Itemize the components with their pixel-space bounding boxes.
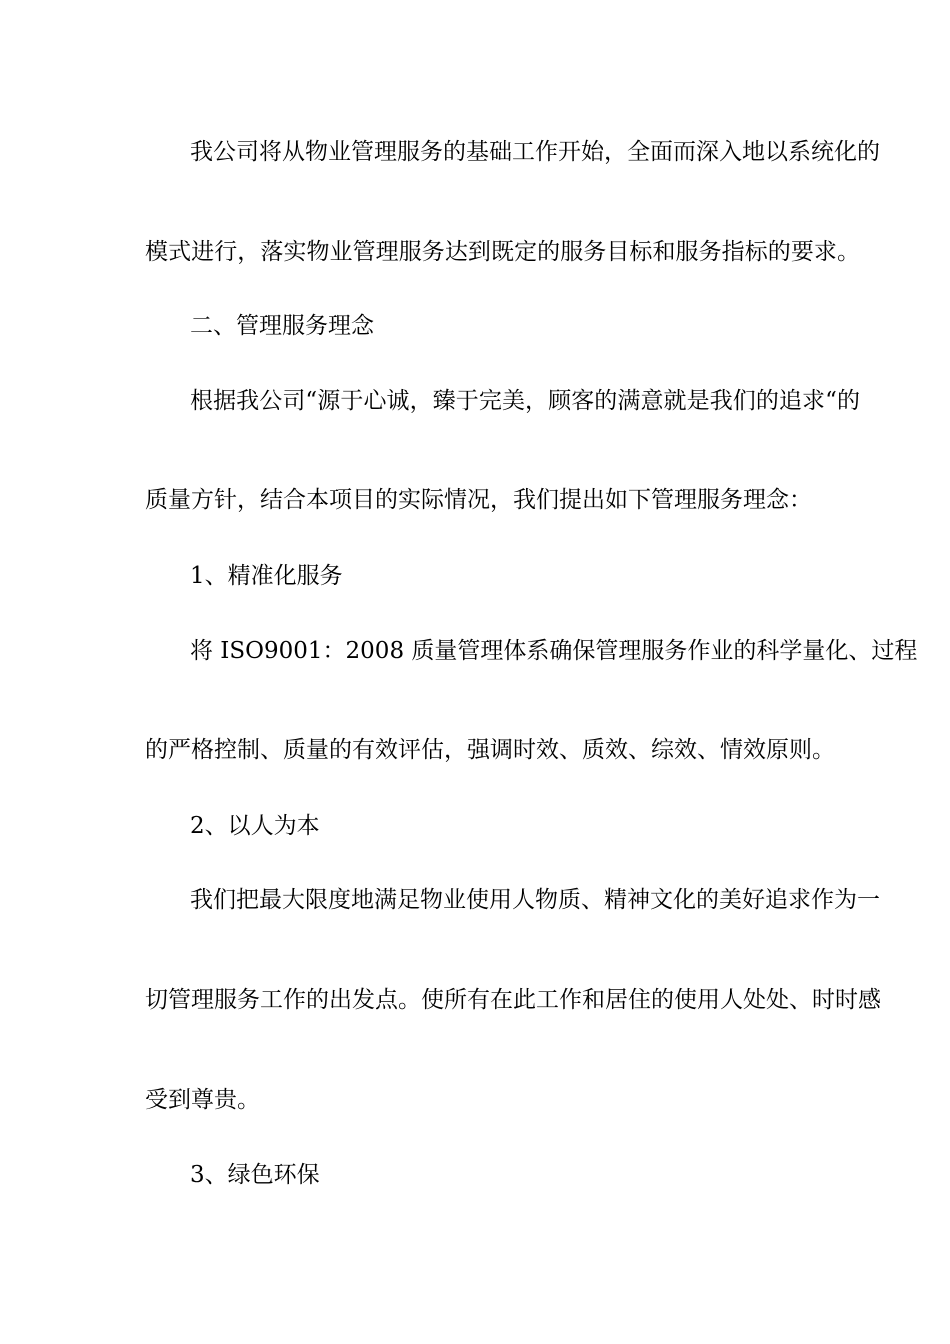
paragraph-intro-line-1: 我公司将从物业管理服务的基础工作开始，全面而深入地以系统化的 xyxy=(190,139,880,165)
subheading-people-oriented: 2、以人为本 xyxy=(190,813,320,839)
paragraph-people-line-3: 受到尊贵。 xyxy=(145,1087,260,1113)
paragraph-people-line-1: 我们把最大限度地满足物业使用人物质、精神文化的美好追求作为一 xyxy=(190,887,880,913)
paragraph-philosophy-line-2: 质量方针，结合本项目的实际情况，我们提出如下管理服务理念： xyxy=(145,487,812,513)
subheading-green-environment: 3、绿色环保 xyxy=(190,1162,320,1188)
paragraph-precision-line-2: 的严格控制、质量的有效评估，强调时效、质效、综效、情效原则。 xyxy=(145,737,835,763)
subheading-precision-service: 1、精准化服务 xyxy=(190,563,343,589)
paragraph-people-line-2: 切管理服务工作的出发点。使所有在此工作和居住的使用人处处、时时感 xyxy=(145,987,881,1013)
paragraph-precision-line-1: 将 ISO9001：2008 质量管理体系确保管理服务作业的科学量化、过程 xyxy=(190,638,918,664)
section-heading: 二、管理服务理念 xyxy=(190,313,374,339)
paragraph-intro-line-2: 模式进行，落实物业管理服务达到既定的服务目标和服务指标的要求。 xyxy=(145,239,860,265)
paragraph-philosophy-line-1: 根据我公司“源于心诚，臻于完美，顾客的满意就是我们的追求“的 xyxy=(190,388,860,414)
